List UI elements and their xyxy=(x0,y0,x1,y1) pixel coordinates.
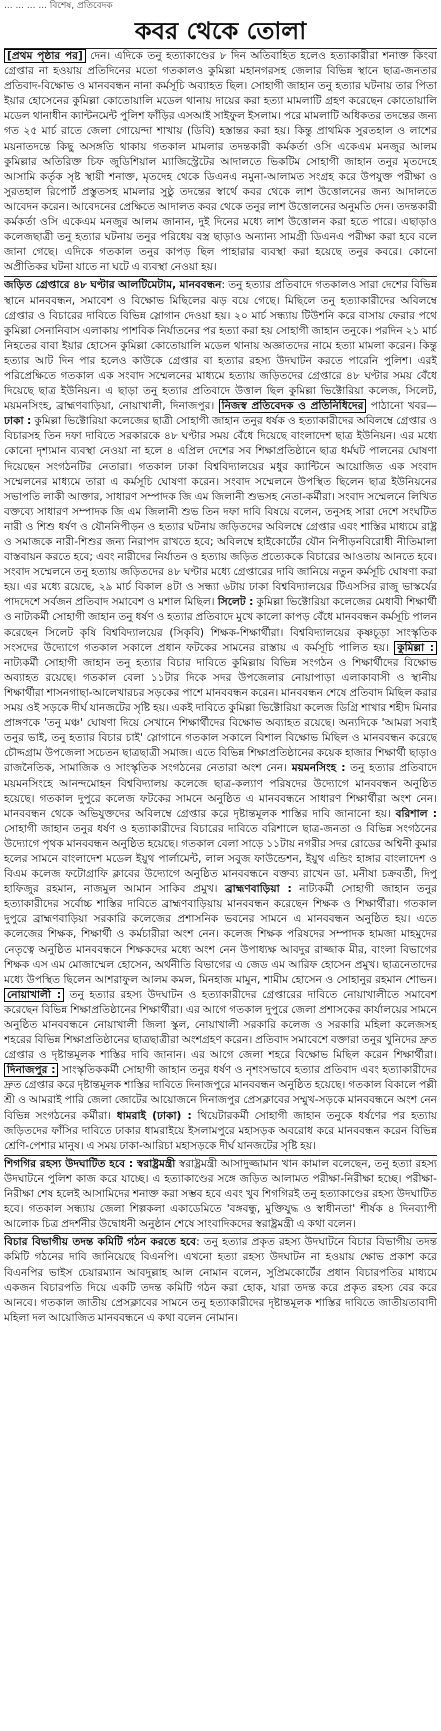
headline: কবর থেকে তোলা xyxy=(4,16,437,49)
dateline-noakhali: নোয়াখালী : xyxy=(4,988,64,1002)
top-strip: ... ... ... ... বিশেষ, প্রতিবেদক xyxy=(4,1,113,11)
section-ultimatum xyxy=(4,276,437,1153)
comilla-text: নাট্যকর্মী সোহাগী জাহান তনু হত্যার বিচার দাবিতে কুমিল্লায় বিভিন্ন সংগঠন ও শিক্ষার্থীদের বিক্ষোভ অব্যাহত রয়েছে। গতকাল বেলা ১১টার দিকে সদর উপজেলার নোয়াপাড়া এলাকাবাসী ও স্থানীয় শিক্ষার্থীরা শাসনগাছা-আলেখারচর সড়কের পাশে মানববন্ধন করেন। মানববন্ধন শেষে প্রতিবাদ মিছিল করার সময় ওই সড়কে দীর্ঘ যানজটের সৃষ্টি হয়। একই দাবিতে কুমিল্লা ভিক্টোরিয়া কলেজ ডিগ্রি শাখার শহীদ মিনার প্রাঙ্গণকে 'তনু মঞ্চ' ঘোষণা দিয়ে সেখানে শিক্ষার্থীদের বিক্ষোভ অব্যাহত রয়েছে। অন্যদিকে 'আমরা সবাই তনুর ভাই, তনু হত্যার বিচার চাই' স্লোগানে গতকাল সকালে বিশাল বিক্ষোভ মিছিল ও মানববন্ধন করেছে চৌদ্দগ্রাম উপজেলা সচেতন ছাত্রছাত্রী সমাজ। এতে বিভিন্ন শিক্ষাপ্রতিষ্ঠানের কয়েক হাজার শিক্ষার্থী ছাড়াও রাজনৈতিক, সামাজিক ও সাংস্কৃতিক সংগঠনের নেতারা অংশ নেন। xyxy=(4,656,437,775)
section-judicial-probe xyxy=(4,1233,437,1326)
credit-tail: পাঠানো খবর— xyxy=(370,400,437,413)
dateline-dinajpur: দিনাজপুর : xyxy=(4,1063,58,1077)
section-home-minister-text: স্বরাষ্ট্রমন্ত্রী আসাদুজ্জামান খান কামাল বলেছেন, তনু হত্যা রহস্য উদঘাটনে পুলিশ কাজ করে যাচ্ছে। এ হত্যাকাণ্ডের সঙ্গে জড়িত আলামত পরীক্ষা-নিরীক্ষা হচ্ছে। পরীক্ষা-নিরীক্ষা শেষ হলেই আসামিদের শনাক্ত করা সম্ভব হবে এবং খুব শিগগিরই তনু হত্যাকাণ্ডের রহস্য উদঘাটিত হবে। গতকাল সন্ধ্যায় জেলা শিল্পকলা একাডেমিতে 'বঙ্গবন্ধু, মুক্তিযুদ্ধ ও স্বাধীনতা' শীর্ষক ৪ দিনব্যাপী আলোক চিত্র প্রদর্শনীর উদ্বোধনী অনুষ্ঠান শেষে সাংবাদিকদের স্বরাষ্ট্রমন্ত্রী এ কথা বলেন। xyxy=(4,1157,437,1231)
dateline-mymensingh: ময়মনসিংহ : xyxy=(291,762,346,775)
mymensingh-text: তনু হত্যার প্রতিবাদে ময়মনসিংহে আনন্দমোহন বিশ্ববিদ্যালয় কলেজে ছাত্র-কল্যাণ পরিষদের উদ্যোগে মানববন্ধন অনুষ্ঠিত হয়েছে। গতকাল দুপুরে কলেজ ফটকের সামনে অনুষ্ঠিত এ মানববন্ধনে সাধারণ শিক্ষার্থীরা অংশ নেন। মানববন্ধন থেকে অভিযুক্তদের অবিলম্বে গ্রেপ্তার করে দৃষ্টান্তমূলক শাস্তির দাবি জানানো হয়। xyxy=(4,762,437,820)
section-judicial-probe-heading: বিচার বিভাগীয় তদন্ত কমিটি গঠন করতে হবে xyxy=(4,1236,197,1249)
section-ultimatum-text: : তনু হত্যার প্রতিবাদে গতকালও সারা দেশের বিভিন্ন স্থানে মানববন্ধন, সমাবেশ ও বিক্ষোভ মিছিলের ঝড় বয়ে গেছে। মিছিলে তনু হত্যাকারীদের অবিলম্বে গ্রেপ্তার ও বিচারের দাবিতে বিভিন্ন স্লোগান দেওয়া হয়। ২০ মার্চ সন্ধ্যায় টিউশনি করে বাসায় ফেরার পথে কুমিল্লা সেনানিবাস এলাকায় পাশবিক নির্যাতনের পর হত্যা করা হয় সোহাগী জাহান তনুকে। পরদিন ২১ মার্চ নিহতের বাবা ইয়ার হোসেন কুমিল্লা কোতোয়ালি মডেল থানায় অজ্ঞাতদের নামে হত্যা মামলা করেন। কিন্তু হত্যার আট দিন পার হলেও কাউকে গ্রেপ্তার বা হত্যার রহস্য উদঘাটন করতে পারেনি পুলিশ। এরই পরিপ্রেক্ষিতে গতকাল এক সংবাদ সম্মেলনের মাধ্যমে হত্যায় জড়িতদের গ্রেপ্তারে ৪৮ ঘণ্টার সময় বেঁধে দিয়েছে ছাত্র ইউনিয়ন। এ ছাড়া তনু হত্যার প্রতিবাদে উত্তাল ছিল কুমিল্লা ভিক্টোরিয়া কলেজ, সিলেট, ময়মনসিংহ, ব্রাহ্মণবাড়িয়া, নোয়াখালী, দিনাজপুর। xyxy=(4,279,437,413)
continued-tag: [প্রথম পৃষ্ঠার পর] xyxy=(4,49,86,63)
newspaper-page xyxy=(4,0,437,1731)
noakhali-text: তনু হত্যার রহস্য উদঘাটন ও হত্যাকারীদের গ্রেপ্তারের দাবিতে নোয়াখালীতে সমাবেশ করেছেন বিভিন্ন শিক্ষাপ্রতিষ্ঠানের শিক্ষার্থীরা। এর আগে গতকাল দুপুরে জেলা প্রশাসকের কার্যালয়ের সামনে অনুষ্ঠিত মানববন্ধনে নোয়াখালী জিলা স্কুল, নোয়াখালী সরকারি কলেজ ও সরকারি মহিলা কলেজসহ শহরের বিভিন্ন শিক্ষাপ্রতিষ্ঠানের ছাত্রছাত্রীরা অংশগ্রহণ করেন। প্রতিবাদ সমাবেশে বক্তারা তনুর খুনিদের দ্রুত গ্রেপ্তার ও দৃষ্টান্তমূলক শাস্তির দাবি জানান। এর আগে জেলা শহরে বিক্ষোভ মিছিল করেন শিক্ষার্থীরা। xyxy=(4,988,437,1062)
section-home-minister-heading: শিগগির রহস্য উদঘাটিত হবে : স্বরাষ্ট্রমন্ত্রী xyxy=(4,1157,176,1170)
sylhet-text: কুমিল্লা ভিক্টোরিয়া কলেজের মেধাবী শিক্ষার্থী ও নাট্যকর্মী সোহাগী জাহান তনু ধর্ষণ ও হত্যার প্রতিবাদে মুখে কালো কাপড় বেঁধে মানববন্ধন কর্মসূচি পালন করেছেন সিলেট কৃষি বিশ্ববিদ্যালয়ের (সিকৃবি) শিক্ষক-শিক্ষার্থীরা। বিশ্ববিদ্যালয়ের কৃষ্ণচূড়া সাংস্কৃতিক সংসদের উদ্যোগে গতকাল সকালে প্রধান ফটকের সামনের রাস্তায় এ কর্মসূচি পালিত হয়। xyxy=(4,596,437,654)
dhamrai-text: থিয়েটারকর্মী সোহাগী জাহান তনুকে ধর্ষণের পর হত্যায় জড়িতদের ফাঁসির দাবিতে ঢাকার ধামরাইয়ে ইসলামপুরে মহাসড়ক অবরোধ করে মানববন্ধন করেন বিভিন্ন শ্রেণি-পেশার মানুষ। এ সময় ঢাকা-আরিচা মহাসড়কে দীর্ঘ যানজটের সৃষ্টি হয়। xyxy=(4,1109,437,1152)
dateline-dhamrai: ধামরাই (ঢাকা) : xyxy=(116,1109,192,1122)
section-judicial-probe-text: : তনু হত্যার প্রকৃত রহস্য উদঘাটনে বিচার বিভাগীয় তদন্ত কমিটি গঠনের দাবি জানিয়েছে বিএনপি। এখনো হত্যা রহস্য উদঘাটন না হওয়ায় ক্ষোভ প্রকাশ করে বিএনপির ভাইস চেয়ারম্যান আবদুল্লাহ আল নোমান বলেন, সুপ্রিমকোর্টের প্রধান বিচারপতির মাধ্যমে একজন বিচারপতি দিয়ে একটি তদন্ত কমিটি গঠন করা হোক, যারা তদন্ত করে প্রকৃত রহস্য বের করে আনবে। গতকাল জাতীয় প্রেসক্লাবের সামনে তনু হত্যাকারীদের দৃষ্টান্তমূলক শাস্তির দাবিতে জাতীয়তাবাদী মহিলা দল আয়োজিত মানববন্ধনে এ কথা বলেন নোমান। xyxy=(4,1236,437,1324)
dateline-barishal: বরিশাল : xyxy=(395,807,437,820)
credit-label: নিজস্ব প্রতিবেদক ও প্রতিনিধিদের xyxy=(219,399,367,413)
section-home-minister xyxy=(4,1155,437,1232)
dateline-dhaka: ঢাকা : xyxy=(4,415,32,428)
dinajpur-text: সাংস্কৃতিককর্মী সোহাগী জাহান তনুর ধর্ষণ ও নৃশংসভাবে হত্যার প্রতিবাদ এবং হত্যাকারীদের দ্রুত গ্রেপ্তার করে দৃষ্টান্তমূলক শাস্তির দাবিতে দিনাজপুরে মানববন্ধন অনুষ্ঠিত হয়েছে। গতকাল বিকালে পল্লী শ্রী ও আমরাই পারি জেলা জোটের আয়োজনে দিনাজপুর প্রেসক্লাবের সম্মুখ-সড়কে মানববন্ধনে অংশ নেন বিভিন্ন সংগঠনের কর্মীরা। xyxy=(4,1064,437,1122)
lead-text: দেন। এদিকে তনু হত্যাকাণ্ডের ৮ দিন অতিবাহিত হলেও হত্যাকারীরা শনাক্ত কিংবা গ্রেপ্তার না হওয়ায় প্রতিদিনের মতো গতকালও কুমিল্লা মহানগরসহ জেলার বিভিন্ন স্থানে ছাত্র-জনতার প্রতিবাদ-বিক্ষোভ ও মানববন্ধন নানা কর্মসূচি অব্যাহত ছিল। সোহাগী জাহান তনু হত্যার ঘটনায় তার পিতা ইয়ার হোসেনের কুমিল্লা কোতোয়ালি মডেল থানায় দায়ের করা হত্যা মামলাটি গ্রহণ করেছেন কোতোয়ালি মডেল থানাধীন ক্যান্টনমেন্ট পুলিশ ফাঁড়ির এসআই সাইফুল ইসলাম। পরে মামলাটি অধিকতর তদন্তের জন্য গত ২৫ মার্চ রাতে জেলা গোয়েন্দা শাখায় (ডিবি) হস্তান্তর করা হয়। কিন্তু প্রাথমিক সুরতহাল ও লাশের ময়নাতদন্তে কিছু অসঙ্গতি থাকায় গতকাল মামলার তদন্তকারী কর্মকর্তা ওসি একেএম মনজুর আলম কুমিল্লার অতিরিক্ত চিফ জুডিশিয়াল ম্যাজিস্ট্রেটের আদালতে ভিকটিম সোহাগী জাহান তনুর মৃতদেহে আসামি কর্তৃক সৃষ্ট স্থায়ী শনাক্ত, মৃতদেহ থেকে ডিএনএ নমুনা-আলামত সংগ্রহ করে উপযুক্ত পরীক্ষা ও সুরতহাল রিপোর্ট প্রস্তুতসহ মামলার সুষ্ঠু তদন্তের স্বার্থে কবর থেকে লাশ উত্তোলনের জন্য আদালতে আবেদন করেন। আবেদনের প্রেক্ষিতে আদালত কবর থেকে তনুর লাশ উত্তোলনের অনুমতি দেন। তদন্তকারী কর্মকর্তা ওসি একেএম মনজুর আলম জানান, দুই দিনের মধ্যে লাশ উত্তোলন করা হতে পারে। এছাড়াও কলেজছাত্রী তনু হত্যার ঘটনায় তনুর পরিধেয় বস্ত্র ছাড়াও অন্যান্য সামগ্রী ডিএনএ পরীক্ষা করা হবে বলে জানা গেছে। এদিকে গতকাল তনুর কাপড় ছিল পাহারার ব্যবস্থা করা হয়েছে তনুর কবরে। কোনো অপ্রীতিকর ঘটনা যাতে না ঘটে এ ব্যবস্থা নেওয়া হয়। xyxy=(4,50,437,274)
dateline-comilla: কুমিল্লা : xyxy=(394,641,437,655)
lead-paragraph xyxy=(4,49,437,275)
dhaka-text: কুমিল্লা ভিক্টোরিয়া কলেজের ছাত্রী সোহাগী জাহান তনুর ধর্ষক ও হত্যাকারীদের অবিলম্বে গ্রেপ্তার ও বিচারসহ তিন দফা দাবিতে সরকারকে ৪৮ ঘণ্টার সময় বেঁধে দিয়েছে বাংলাদেশ ছাত্র ইউনিয়ন। এর মধ্যে কোনো দৃশ্যমান ব্যবস্থা নেওয়া না হলে ৪ এপ্রিল দেশের সব শিক্ষাপ্রতিষ্ঠানে ছাত্র ধর্মঘট পালনের ঘোষণা দিয়েছেন সংগঠনটির নেতারা। গতকাল ঢাকা বিশ্ববিদ্যালয়ের মধুর ক্যান্টিনে আয়োজিত এক সংবাদ সম্মেলনের মাধ্যমে তারা এ কর্মসূচি ঘোষণা করেন। সংবাদ সম্মেলনে উপস্থিত ছিলেন ছাত্র ইউনিয়নের সভাপতি লাকী আক্তার, সাধারণ সম্পাদক জি এম জিলানী শুভসহ নেতা-কর্মীরা। সংবাদ সম্মেলনে লিখিত বক্তব্যে সাধারণ সম্পাদক জি এম জিলানী শুভ তিন দফা দাবি বিষয়ে বলেন, তনুসহ সারা দেশে সংঘটিত নারী ও শিশু ধর্ষণ ও যৌননিপীড়ন ও হত্যার ঘটনায় জড়িতদের অবিলম্বে গ্রেপ্তার এবং শাস্তির মাধ্যমে রাষ্ট্র ও সমাজকে নারী-শিশুর জন্য নিরাপদ রাখতে হবে; অবিলম্বে হাইকোর্টের যৌন নিপীড়নবিরোধী নীতিমালা বাস্তবায়ন করতে হবে; এবং নারীদের নির্যাতন ও হত্যায় জড়িত প্রত্যেককে বিচারের আওতায় আনতে হবে। সংবাদ সম্মেলনে তনু হত্যায় জড়িতদের ৪৮ ঘণ্টার মধ্যে গ্রেপ্তারের দাবি জানিয়ে নতুন কর্মসূচি ঘোষণা করা হয়। এর মধ্যে রয়েছে, ২৯ মার্চ বিকাল ৪টা ও সন্ধ্যা ৬টায় ঢাকা বিশ্ববিদ্যালয়ের টিএসসির রাজু ভাস্কর্যের পাদদেশে সর্বজন প্রতিবাদ সমাবেশ ও মশাল মিছিল। xyxy=(4,415,437,609)
dateline-sylhet: সিলেট : xyxy=(217,596,254,609)
brahmanbaria-text: নাট্যকর্মী সোহাগী জাহান তনুর হত্যাকারীদের সর্বোচ্চ শাস্তির দাবিতে ব্রাহ্মণবাড়িয়ায় মানববন্ধন করেছেন শিক্ষক ও শিক্ষার্থীরা। গতকাল দুপুরে ব্রাহ্মণবাড়িয়া সরকারি কলেজের প্রশাসনিক ভবনের সামনে এ মানববন্ধন অনুষ্ঠিত হয়। এতে কলেজের শিক্ষক, শিক্ষার্থী ও কর্মচারীরা অংশ নেন। কলেজ শিক্ষক পরিষদের সম্পাদক হামজা মাহমুদের নেতৃত্বে অনুষ্ঠিত মানববন্ধনে শিক্ষকদের মধ্যে অংশ নেন উপাধ্যক্ষ আবদুর রাজ্জাক মীর, বাংলা বিভাগের শিক্ষক এস এম মোজাম্মেল হোসেন, অর্থনীতি বিভাগের এ জেড এম আরিফ হোসেন প্রমুখ। ছাত্রনেতাদের মধ্যে উপস্থিত ছিলেন আশরাফুল আলম কমল, মিনহাজ মামুন, শামীম হোসেন ও সোহানুর রহমান শোভন। xyxy=(4,883,437,986)
dateline-brahmanbaria: ব্রাহ্মণবাড়িয়া : xyxy=(225,883,292,896)
section-ultimatum-heading: জড়িত গ্রেপ্তারে ৪৮ ঘণ্টার আলটিমেটাম, মানববন্ধন xyxy=(4,279,222,292)
barishal-text: সোহাগী জাহান তনুর ধর্ষণ ও হত্যাকারীদের বিচারের দাবিতে বরিশালে ছাত্র-জনতা ও বিভিন্ন সংগঠনের উদ্যোগে পৃথক মানববন্ধন অনুষ্ঠিত হয়েছে। গতকাল বেলা সাড়ে ১১টায় নগরীর সদর রোডের অশ্বিনী কুমার হলের সামনে বাংলাদেশ মডেল ইয়ুথ পার্লামেন্ট, লাল সবুজ ফাউন্ডেশন, ইয়ুথ এন্ডিং হাঙ্গার বাংলাদেশ ও বিএম কলেজ ফটোগ্রাফি ক্লাবের উদ্যোগে অনুষ্ঠিত মানববন্ধনে বক্তব্য রাখেন ডা. মনীষা চক্রবর্তী, দিপু হাফিজুর রহমান, নাজমুল আমান সাকিব প্রমুখ। xyxy=(4,822,437,896)
